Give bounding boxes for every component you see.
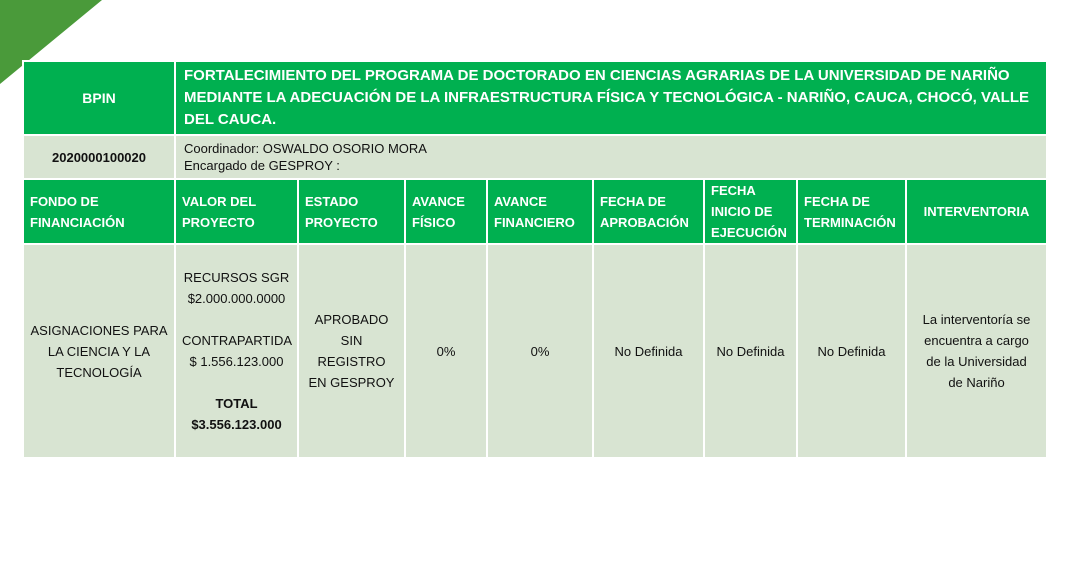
recursos-label: RECURSOS SGR xyxy=(183,270,290,285)
col-fondo xyxy=(23,179,175,244)
cell-avance-financiero: 0% xyxy=(487,244,593,458)
col-fecha-aprobacion xyxy=(593,179,704,244)
col-estado xyxy=(298,179,405,244)
project-title: FORTALECIMIENTO DEL PROGRAMA DE DOCTORADO EN CIENCIAS AGRARIAS DE LA UNIVERSIDAD DE NARIÑO MEDIANTE LA ADECUACIÓN DE LA INFRAESTRUCTURA FÍSICA Y TECNOLÓGICA - NARIÑO, CAUCA, CHOCÓ, VALLE DEL CAUCA. xyxy=(175,61,1047,135)
col-financiero-line: AVANCE xyxy=(494,193,547,209)
coordinator-text: Coordinador: OSWALDO OSORIO MORA xyxy=(184,141,427,156)
col-fecha-terminacion xyxy=(797,179,906,244)
bpin-label: BPIN xyxy=(23,61,175,135)
cell-valor xyxy=(175,244,298,458)
cell-avance-fisico: 0% xyxy=(405,244,487,458)
cell-fondo-line: ASIGNACIONES PARA xyxy=(30,322,168,338)
col-valor-line: PROYECTO xyxy=(182,214,255,230)
cell-fondo-line: LA CIENCIA Y LA xyxy=(47,343,151,359)
col-aprobacion-line: APROBACIÓN xyxy=(600,214,689,230)
cell-estado-line: SIN REGISTRO xyxy=(317,333,386,369)
col-fondo-line: FONDO DE xyxy=(30,193,99,209)
col-valor-line: VALOR DEL xyxy=(182,193,257,209)
col-avance-fisico xyxy=(405,179,487,244)
cell-interventoria-line: de la Universidad xyxy=(926,354,1027,369)
cell-fondo-line: TECNOLOGÍA xyxy=(56,364,142,380)
col-interventoria: INTERVENTORIA xyxy=(906,179,1047,244)
col-inicio-line: FECHA xyxy=(711,183,756,198)
col-inicio-line: INICIO DE xyxy=(711,204,773,219)
spacer xyxy=(182,372,291,393)
col-fisico-line: FÍSICO xyxy=(412,214,456,230)
cell-estado-line: EN GESPROY xyxy=(308,375,395,390)
col-financiero-line: FINANCIERO xyxy=(494,214,575,230)
col-aprobacion-line: FECHA DE xyxy=(600,193,666,209)
cell-estado xyxy=(298,244,405,458)
cell-estado-line: APROBADO xyxy=(314,312,389,327)
col-estado-line: ESTADO xyxy=(305,193,359,209)
col-valor xyxy=(175,179,298,244)
col-terminacion-line: TERMINACIÓN xyxy=(804,214,896,230)
cell-fecha-aprobacion: No Definida xyxy=(593,244,704,458)
col-fisico-line: AVANCE xyxy=(412,193,465,209)
col-inicio-line: EJECUCIÓN xyxy=(711,225,787,240)
col-fecha-inicio xyxy=(704,179,797,244)
contrapartida-label: CONTRAPARTIDA xyxy=(182,333,293,348)
col-fondo-line: FINANCIACIÓN xyxy=(30,214,125,230)
title-row xyxy=(23,61,1047,135)
cell-interventoria-line: encuentra a cargo xyxy=(924,333,1029,348)
col-terminacion-line: FECHA DE xyxy=(804,193,870,209)
cell-fecha-terminacion: No Definida xyxy=(797,244,906,458)
table-row xyxy=(23,244,1047,458)
cell-interventoria xyxy=(906,244,1047,458)
contrapartida-value: $ 1.556.123.000 xyxy=(189,354,284,369)
recursos-value: $2.000.000.0000 xyxy=(187,291,286,306)
total-value: $3.556.123.000 xyxy=(191,417,282,432)
info-row xyxy=(23,135,1047,179)
col-estado-line: PROYECTO xyxy=(305,214,378,230)
cell-fondo xyxy=(23,244,175,458)
column-header-row xyxy=(23,179,1047,244)
cell-fecha-inicio: No Definida xyxy=(704,244,797,458)
cell-interventoria-line: La interventoría se xyxy=(922,312,1031,327)
bpin-code: 2020000100020 xyxy=(23,135,175,179)
responsables xyxy=(175,135,1047,179)
cell-interventoria-line: de Nariño xyxy=(948,375,1005,390)
total-label: TOTAL xyxy=(215,396,258,411)
spacer xyxy=(182,309,291,330)
gesproy-text: Encargado de GESPROY : xyxy=(184,158,340,173)
project-table xyxy=(22,60,1048,459)
col-avance-financiero xyxy=(487,179,593,244)
